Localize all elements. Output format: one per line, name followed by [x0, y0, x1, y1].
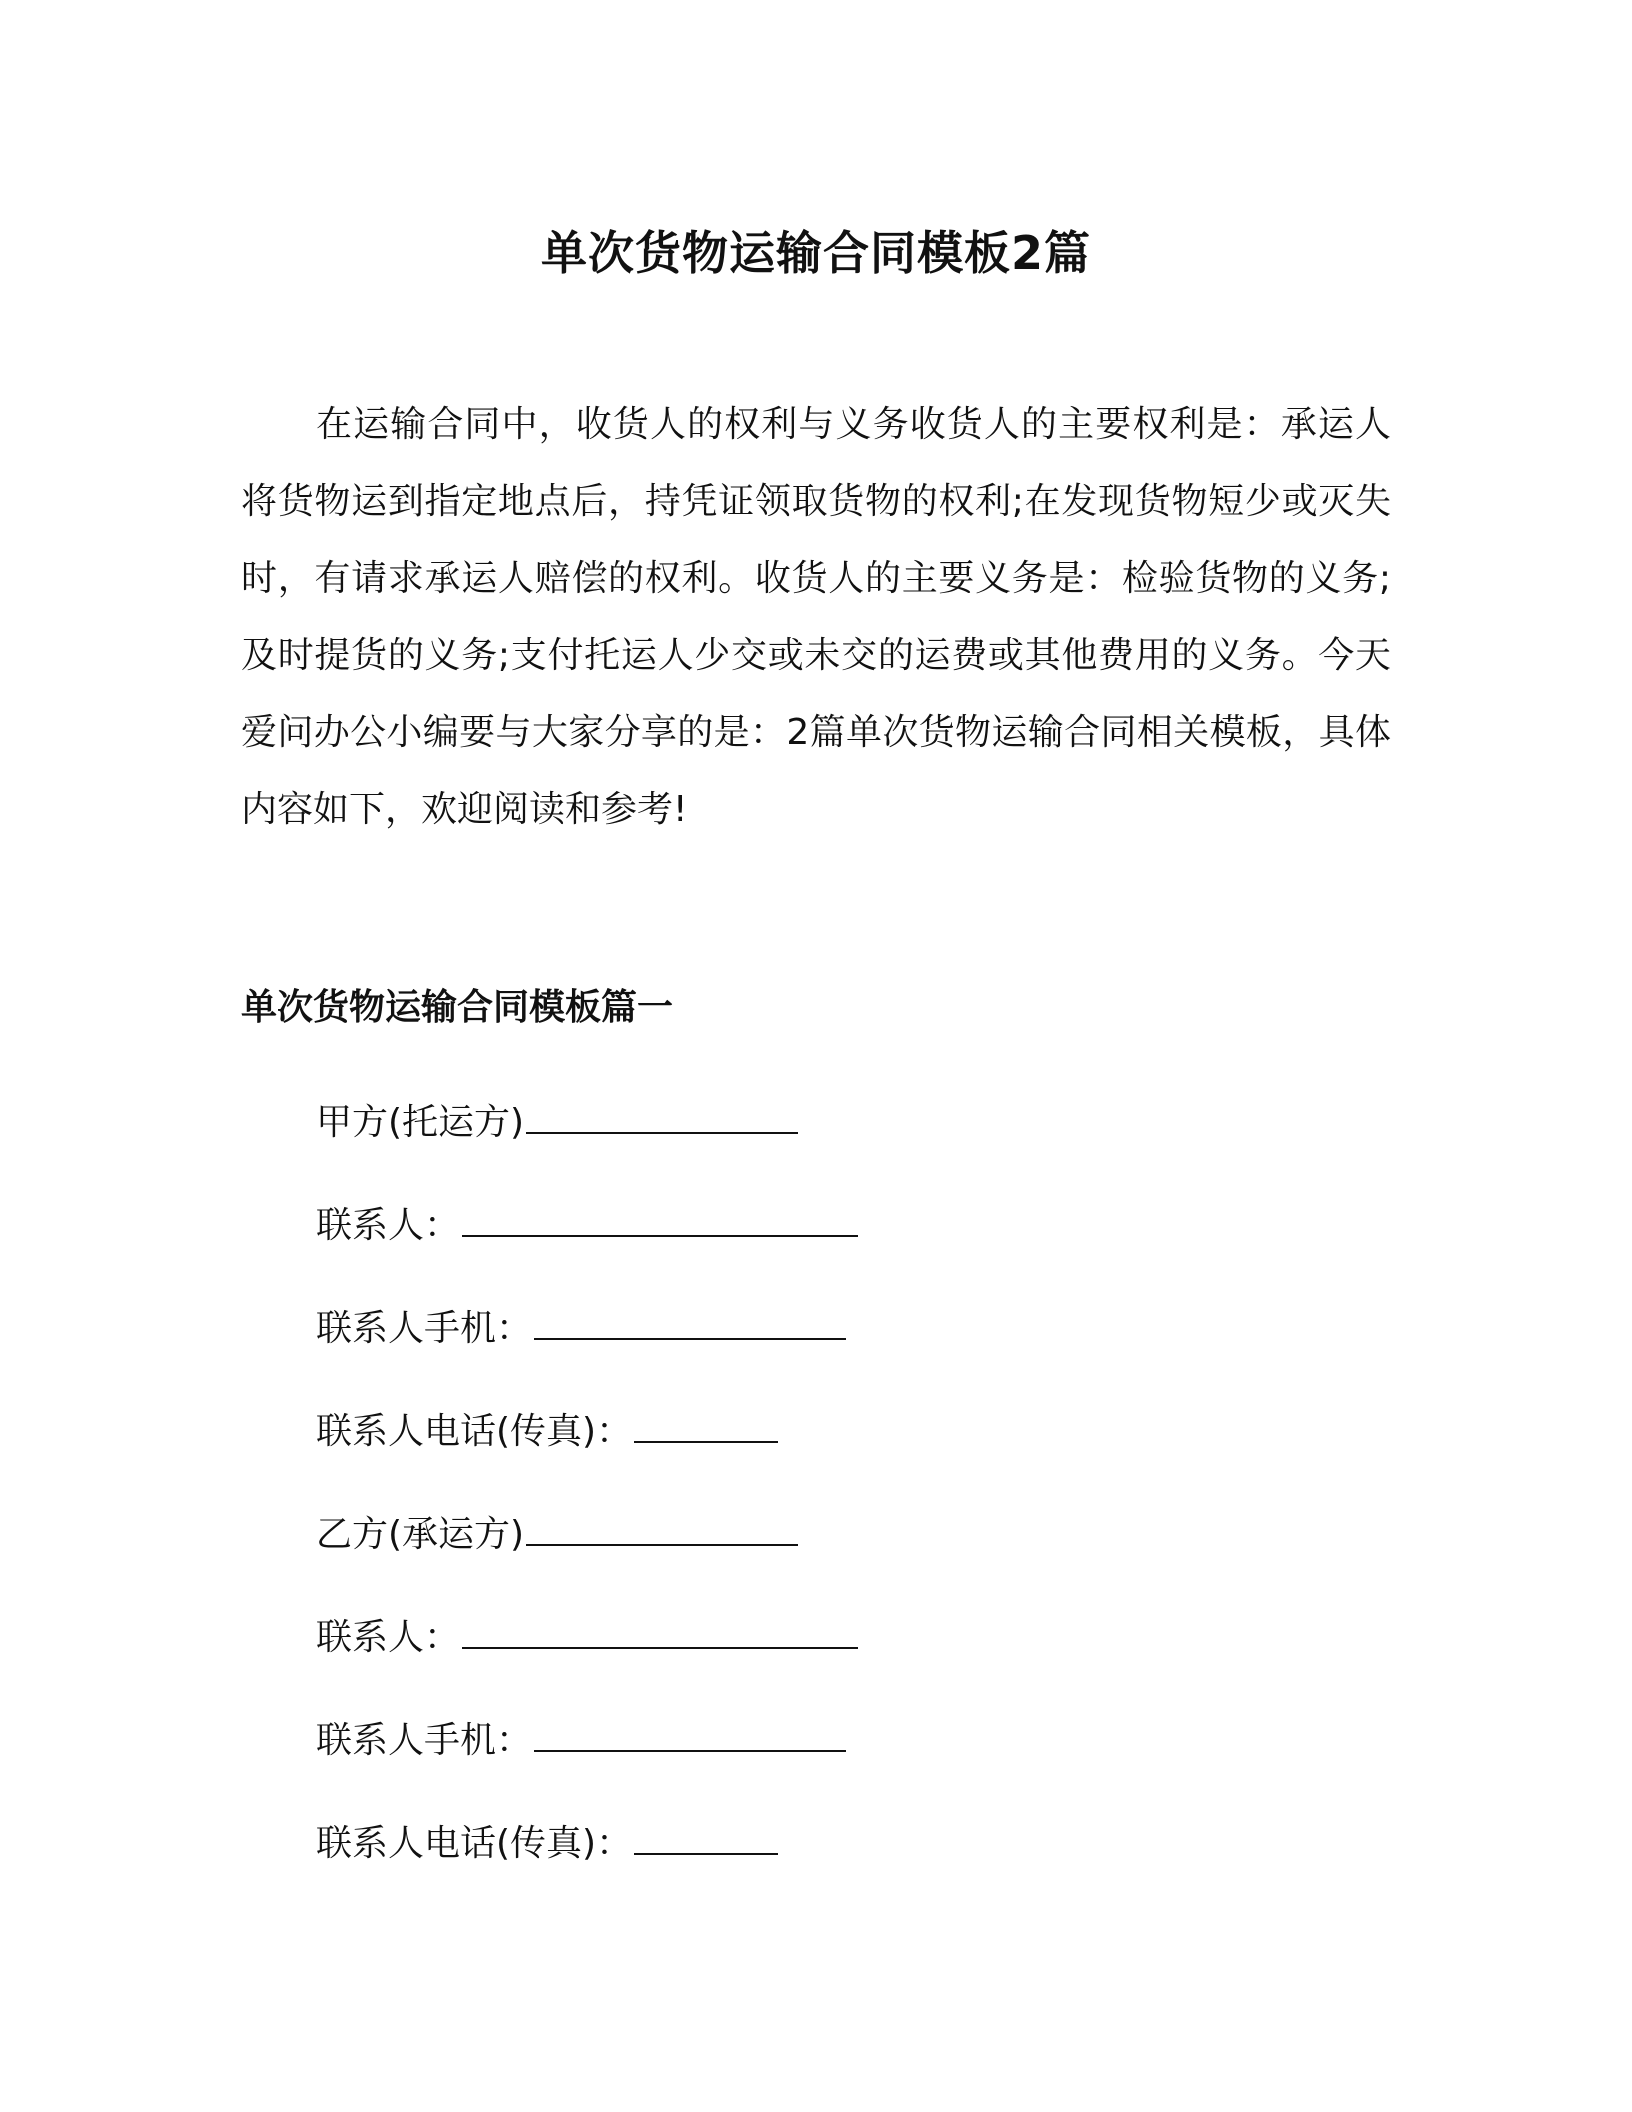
field-label: 联系人：	[316, 1205, 461, 1246]
blank-line	[634, 1407, 778, 1443]
section-title: 单次货物运输合同模板篇一	[241, 987, 674, 1028]
field-label: 联系人电话(传真)：	[316, 1411, 633, 1452]
field-label: 联系人手机：	[316, 1308, 533, 1349]
field-phone-b	[316, 1809, 778, 1879]
field-label: 联系人电话(传真)：	[316, 1823, 633, 1864]
field-phone-a	[316, 1397, 778, 1467]
field-label: 乙方(承运方)	[316, 1514, 525, 1555]
document-title: 单次货物运输合同模板2篇	[540, 226, 1091, 280]
intro-paragraph: 在运输合同中，收货人的权利与义务收货人的主要权利是：承运人将货物运到指定地点后，持凭证领取货物的权利;在发现货物短少或灭失时，有请求承运人赔偿的权利。收货人的主要义务是：检验货物的义务;及时提货的义务;支付托运人少交或未交的运费或其他费用的义务。今天爱问办公小编要与大家分享的是：2篇单次货物运输合同相关模板，具体内容如下，欢迎阅读和参考!	[241, 404, 1391, 830]
blank-line	[534, 1304, 846, 1340]
blank-line	[634, 1819, 778, 1855]
field-label: 联系人手机：	[316, 1720, 533, 1761]
field-contact-b	[316, 1603, 858, 1673]
field-party-a	[316, 1088, 798, 1158]
blank-line	[526, 1510, 798, 1546]
field-label: 甲方(托运方)	[316, 1102, 525, 1143]
blank-line	[462, 1201, 858, 1237]
field-mobile-b	[316, 1706, 846, 1776]
field-mobile-a	[316, 1294, 846, 1364]
field-label: 联系人：	[316, 1617, 461, 1658]
blank-line	[534, 1716, 846, 1752]
blank-line	[526, 1098, 798, 1134]
field-contact-a	[316, 1191, 858, 1261]
field-party-b	[316, 1500, 798, 1570]
blank-line	[462, 1613, 858, 1649]
